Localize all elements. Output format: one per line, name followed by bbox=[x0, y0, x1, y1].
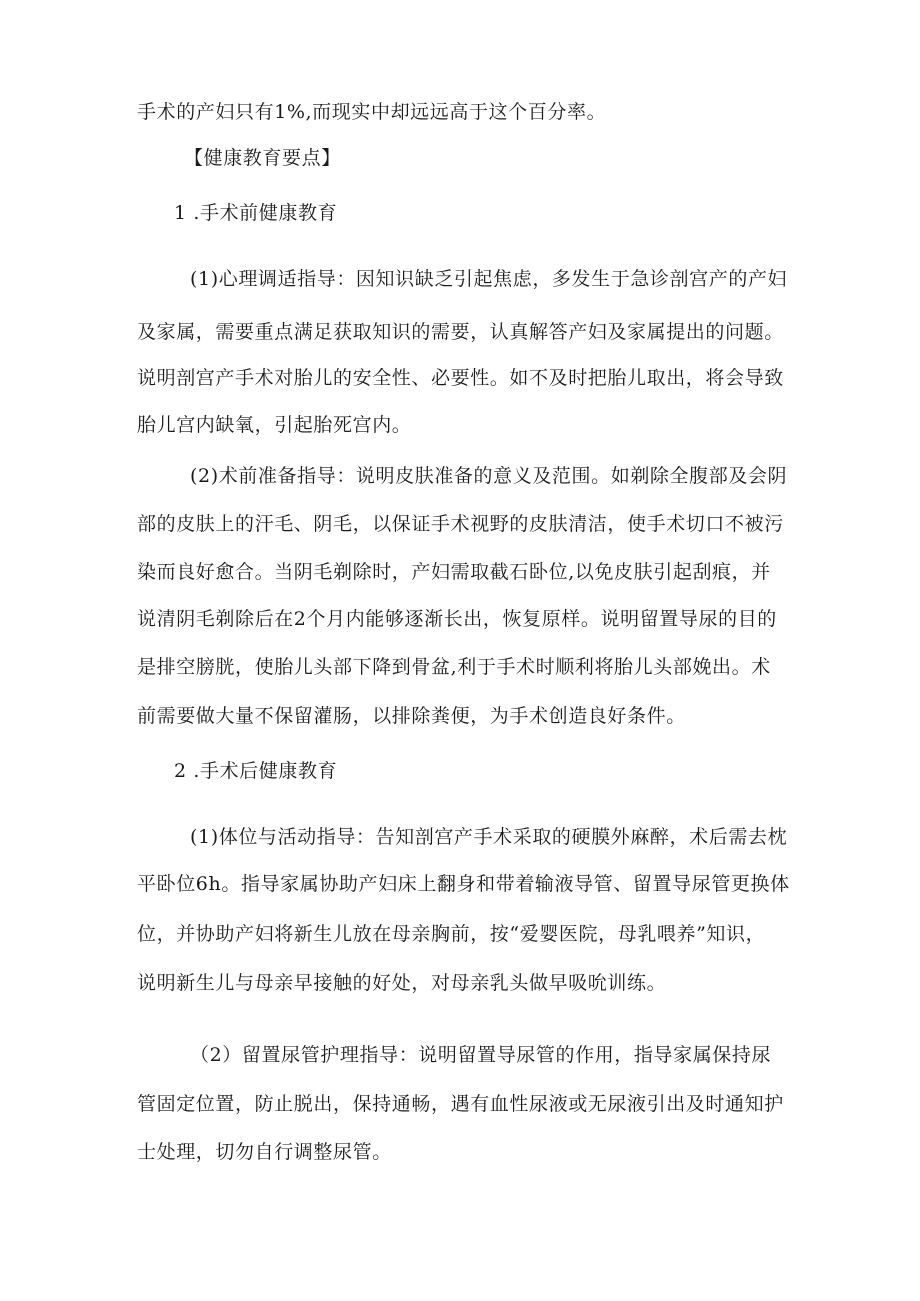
paragraph-line: 说明剖宫产手术对胎儿的安全性、必要性。如不及时把胎儿取出，将会导致 bbox=[137, 367, 784, 389]
paragraph-line: (1)体位与活动指导：告知剖宫产手术采取的硬膜外麻醉，术后需去枕 bbox=[190, 826, 788, 848]
paragraph-line: 染而良好愈合。当阴毛剃除时，产妇需取截石卧位,以免皮肤引起刮痕，并 bbox=[137, 561, 771, 583]
paragraph-line: 说明新生儿与母亲早接触的好处，对母亲乳头做早吸吮训练。 bbox=[137, 972, 667, 994]
paragraph-line: 管固定位置，防止脱出，保持通畅，遇有血性尿液或无尿液引出及时通知护 bbox=[137, 1093, 784, 1115]
paragraph-line: （2）留置尿管护理指导：说明留置导尿管的作用，指导家属保持尿 bbox=[190, 1044, 772, 1066]
paragraph-line: 士处理，切勿自行调整尿管。 bbox=[137, 1141, 392, 1163]
paragraph-line: 前需要做大量不保留灌肠，以排除粪便，为手术创造良好条件。 bbox=[137, 705, 686, 727]
paragraph-line: 是排空膀胱，使胎儿头部下降到骨盆,利于手术时顺利将胎儿头部娩出。术 bbox=[137, 656, 771, 678]
paragraph-line: 平卧位6h。指导家属协助产妇床上翻身和带着输液导管、留置导尿管更换体 bbox=[137, 873, 790, 895]
subsection-heading: 1 .手术前健康教育 bbox=[174, 202, 338, 224]
paragraph-line: 位，并协助产妇将新生儿放在母亲胸前，按“爱婴医院，母乳喂养”知识， bbox=[137, 923, 766, 945]
paragraph-line: (2)术前准备指导：说明皮肤准备的意义及范围。如剃除全腹部及会阴 bbox=[190, 465, 788, 487]
section-heading: 【健康教育要点】 bbox=[184, 147, 341, 169]
paragraph-line: 胎儿宫内缺氧，引起胎死宫内。 bbox=[137, 414, 412, 436]
subsection-heading: 2 .手术后健康教育 bbox=[174, 760, 338, 782]
paragraph-line: 手术的产妇只有1%,而现实中却远远高于这个百分率。 bbox=[137, 101, 607, 123]
paragraph-line: 及家属，需要重点满足获取知识的需要，认真解答产妇及家属提出的问题。 bbox=[137, 321, 784, 343]
paragraph-line: 说清阴毛剃除后在2个月内能够逐渐长出，恢复原样。说明留置导尿的目的 bbox=[137, 608, 777, 630]
paragraph-line: 部的皮肤上的汗毛、阴毛，以保证手术视野的皮肤清洁，使手术切口不被污 bbox=[137, 513, 784, 535]
paragraph-line: (1)心理调适指导：因知识缺乏引起焦虑，多发生于急诊剖宫产的产妇 bbox=[190, 268, 788, 290]
